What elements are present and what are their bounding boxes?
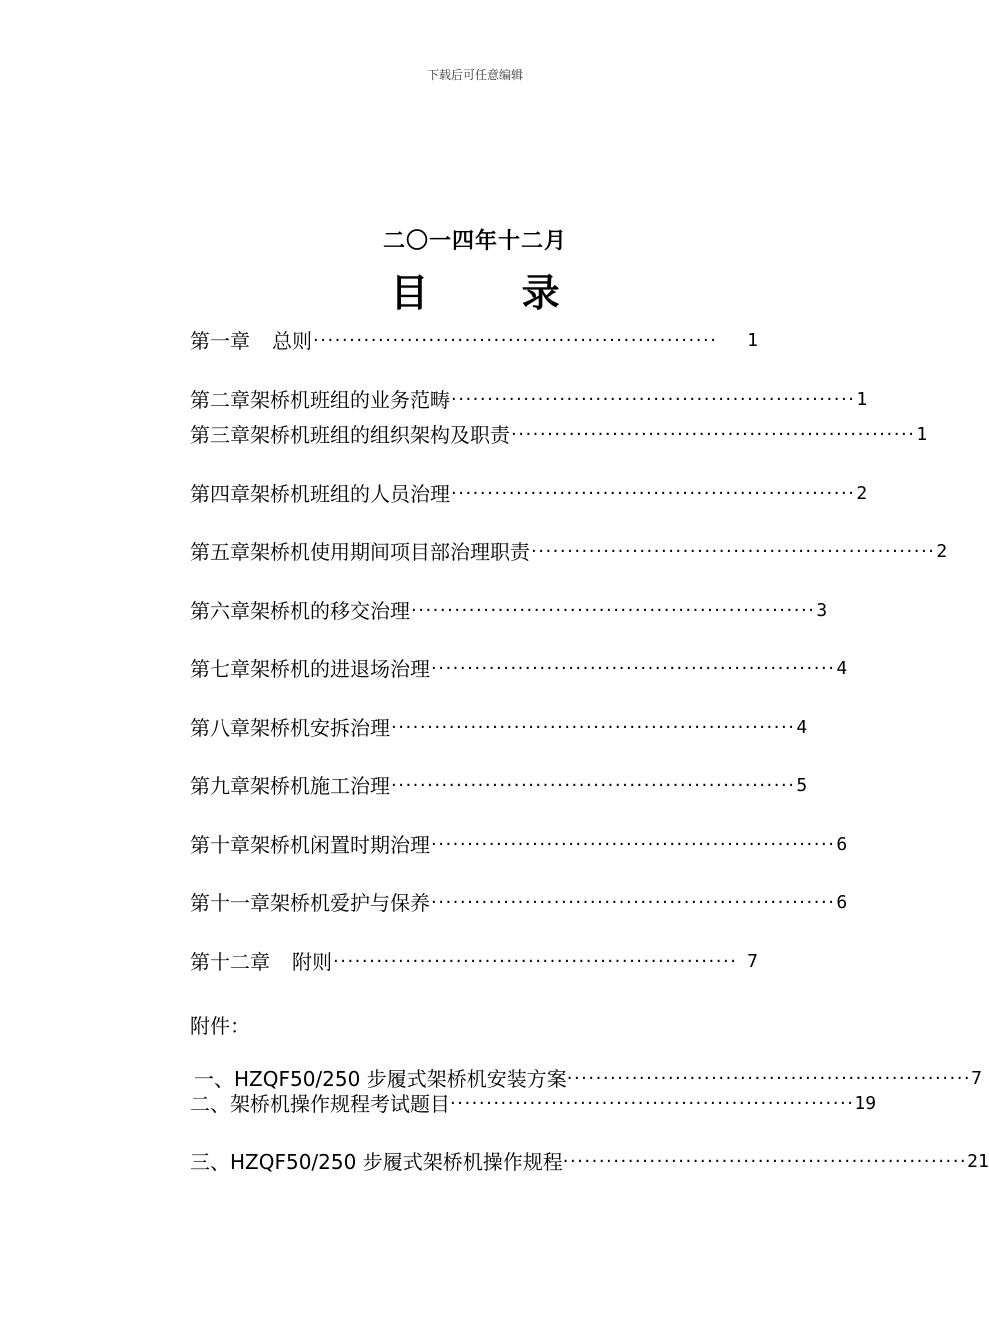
- toc-page-number: 1: [856, 389, 868, 410]
- toc-leader: ························································: [391, 717, 796, 738]
- toc-leader: ························································: [313, 330, 718, 351]
- toc-page-number: 6: [836, 834, 848, 855]
- toc-leader: ························································: [562, 1151, 968, 1172]
- toc-entry-title: 附则: [292, 950, 332, 974]
- toc-chapter: 第八章: [190, 716, 250, 740]
- toc-page-number: 1: [747, 330, 758, 351]
- toc-chapter: 第一章: [190, 329, 250, 353]
- toc-leader: ························································: [531, 541, 936, 562]
- toc-page-number: 2: [856, 483, 868, 504]
- toc-chapter: 第九章: [190, 774, 250, 798]
- toc-page-number: 4: [836, 658, 848, 679]
- toc-leader: ························································: [333, 951, 738, 972]
- toc-entry[interactable]: [190, 327, 758, 355]
- toc-entry[interactable]: [190, 948, 758, 976]
- toc-entry[interactable]: [190, 655, 848, 683]
- appendix-label: 附件：: [190, 1014, 250, 1038]
- toc-leader: ························································: [431, 892, 836, 913]
- toc-entry[interactable]: [190, 480, 868, 508]
- toc-page-number: 3: [816, 600, 828, 621]
- appendix-entry-title: 一、HZQF50/250 步履式架桥机安装方案: [194, 1067, 567, 1091]
- toc-entry-title: 总则: [272, 329, 312, 353]
- toc-chapter: 第二章: [190, 388, 250, 412]
- toc-chapter: 第七章: [190, 657, 250, 681]
- toc-chapter: 第五章: [190, 540, 250, 564]
- appendix-entry[interactable]: [194, 1065, 982, 1093]
- toc-entry[interactable]: [190, 597, 828, 625]
- toc-entry[interactable]: [190, 714, 808, 742]
- toc-leader: ························································: [511, 424, 916, 445]
- appendix-entry[interactable]: [190, 1148, 989, 1176]
- toc-entry[interactable]: [190, 772, 808, 800]
- toc-entry-title: 架桥机使用期间项目部治理职责: [250, 540, 530, 564]
- toc-leader: ························································: [451, 389, 856, 410]
- appendix-page-number: 19: [854, 1093, 877, 1114]
- toc-chapter: 第十一章: [190, 891, 270, 915]
- toc-page-number: 6: [836, 892, 848, 913]
- toc-entry-title: 架桥机安拆治理: [250, 716, 390, 740]
- toc-chapter: 第十二章: [190, 950, 270, 974]
- toc-entry[interactable]: [190, 421, 928, 449]
- toc-entry[interactable]: [190, 538, 948, 566]
- toc-entry-title: 架桥机的移交治理: [250, 599, 410, 623]
- toc-leader: ························································: [411, 600, 816, 621]
- toc-entry-title: 架桥机爱护与保养: [270, 891, 430, 915]
- toc-entry[interactable]: [190, 889, 848, 917]
- toc-leader: ························································: [431, 834, 836, 855]
- toc-page-number: 5: [796, 775, 808, 796]
- toc-entry-title: 架桥机班组的人员治理: [250, 482, 450, 506]
- appendix-entry-title: 二、架桥机操作规程考试题目: [190, 1092, 450, 1116]
- toc-entry[interactable]: [190, 386, 868, 414]
- appendix-page-number: 7: [971, 1068, 982, 1089]
- toc-page-number: 1: [916, 424, 928, 445]
- page-header-note: 下载后可任意编辑: [426, 68, 523, 82]
- toc-leader: ························································: [566, 1068, 972, 1089]
- toc-entry-title: 架桥机班组的业务范畴: [250, 388, 450, 412]
- toc-entry-title: 架桥机的进退场治理: [250, 657, 430, 681]
- appendix-page-number: 21: [967, 1151, 989, 1172]
- toc-page-number: 2: [936, 541, 948, 562]
- toc-chapter: 第六章: [190, 599, 250, 623]
- appendix-entry[interactable]: [190, 1090, 877, 1118]
- toc-entry-title: 架桥机班组的组织架构及职责: [250, 423, 510, 447]
- toc-title: 目 录: [390, 271, 600, 315]
- toc-leader: ························································: [391, 775, 796, 796]
- toc-leader: ························································: [451, 483, 856, 504]
- toc-entry-title: 架桥机施工治理: [250, 774, 390, 798]
- toc-chapter: 第三章: [190, 423, 250, 447]
- toc-leader: ························································: [450, 1093, 855, 1114]
- appendix-entry-title: 三、HZQF50/250 步履式架桥机操作规程: [190, 1150, 563, 1174]
- toc-page-number: 7: [747, 951, 758, 972]
- toc-chapter: 第十章: [190, 833, 250, 857]
- document-date: 二〇一四年十二月: [382, 229, 567, 254]
- toc-entry-title: 架桥机闲置时期治理: [250, 833, 430, 857]
- toc-entry[interactable]: [190, 831, 848, 859]
- toc-page-number: 4: [796, 717, 808, 738]
- toc-chapter: 第四章: [190, 482, 250, 506]
- toc-leader: ························································: [431, 658, 836, 679]
